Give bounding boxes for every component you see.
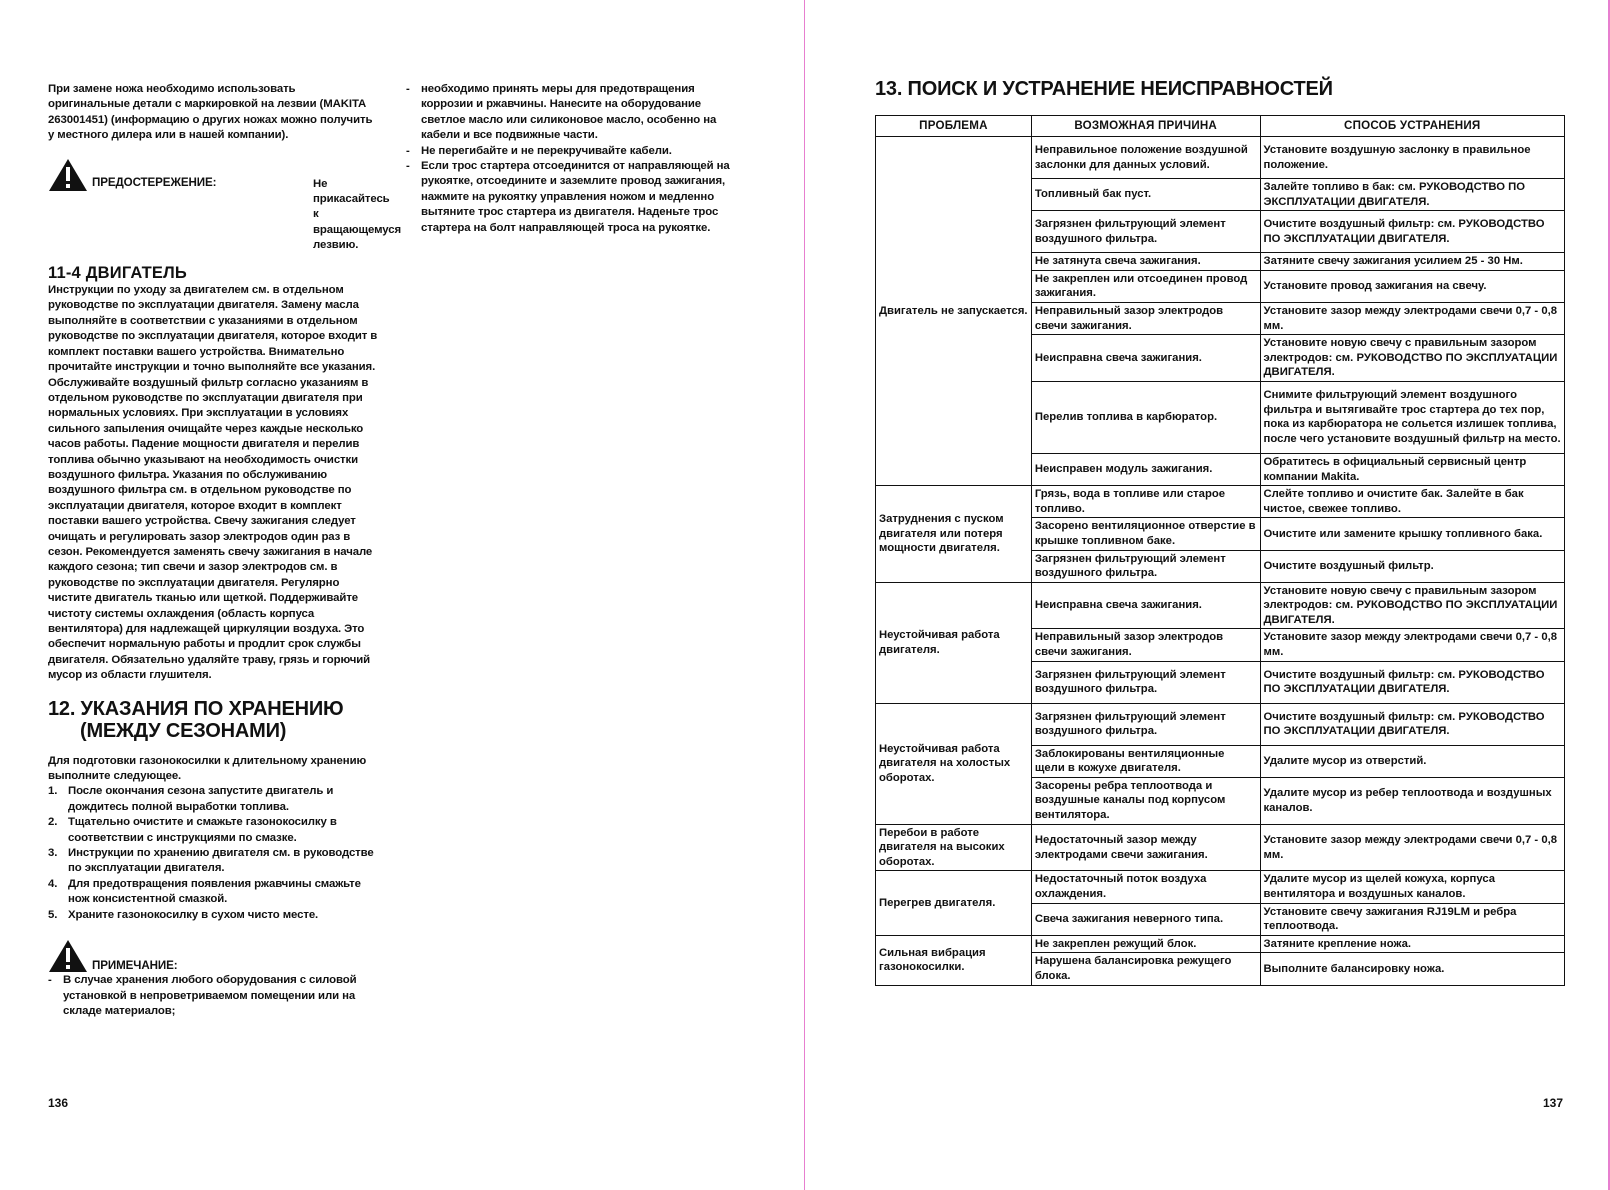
cause-cell: Грязь, вода в топливе или старое топливо. [1031,486,1260,518]
remedy-cell: Удалите мусор из ребер теплоотвода и воздушных каналов. [1260,777,1565,824]
problem-cell: Неустойчивая работа двигателя. [876,582,1032,703]
warning-triangle-icon [48,158,88,192]
remedy-cell: Установите свечу зажигания RJ19LM и ребра теплоотвода. [1260,903,1565,935]
note-item-text: В случае хранения любого оборудования с силовой установкой в непроветриваемом помещении или на складе материалов; [63,974,357,1017]
cause-cell: Неисправна свеча зажигания. [1031,582,1260,629]
troubleshooting-table [875,115,1565,986]
cause-cell: Не закреплен режущий блок. [1031,935,1260,953]
header-cause: ВОЗМОЖНАЯ ПРИЧИНА [1031,116,1260,137]
cause-cell: Недостаточный поток воздуха охлаждения. [1031,871,1260,903]
remedy-cell: Установите зазор между электродами свечи 0,7 - 0,8 мм. [1260,629,1565,661]
note-item-text: Если трос стартера отсоединится от направляющей на рукоятке, отсоедините и заземлите провод зажигания, нажмите на рукоятку управления ножом и медленно вытяните трос стартера из двигателя. Наденьте трос стартера на болт направляющей троса на рукоятке. [421,160,730,234]
table-row [876,703,1565,745]
header-problem: ПРОБЛЕМА [876,116,1032,137]
remedy-cell: Установите зазор между электродами свечи 0,7 - 0,8 мм. [1260,824,1565,871]
remedy-cell: Залейте топливо в бак: см. РУКОВОДСТВО ПО ЭКСПЛУАТАЦИИ ДВИГАТЕЛЯ. [1260,179,1565,211]
engine-heading: 11-4 ДВИГАТЕЛЬ [48,263,187,282]
cause-cell: Перелив топлива в карбюратор. [1031,381,1260,453]
table-row [876,871,1565,903]
problem-cell: Затруднения с пуском двигателя или потеря мощности двигателя. [876,486,1032,583]
cause-cell: Не затянута свеча зажигания. [1031,253,1260,271]
step-number: 4. [48,877,58,890]
note-title: ПРИМЕЧАНИЕ: [92,958,178,972]
remedy-cell: Очистите воздушный фильтр: см. РУКОВОДСТВО ПО ЭКСПЛУАТАЦИИ ДВИГАТЕЛЯ. [1260,703,1565,745]
step-text: Храните газонокосилку в сухом чисто месте. [68,908,319,921]
cause-cell: Свеча зажигания неверного типа. [1031,903,1260,935]
remedy-cell: Установите провод зажигания на свечу. [1260,270,1565,302]
dash-bullet: - [406,144,410,157]
list-item [48,815,378,846]
dash-bullet: - [406,83,410,95]
table-row [876,486,1565,518]
warning-triangle-icon [48,939,88,973]
troubleshooting-title: 13. ПОИСК И УСТРАНЕНИЕ НЕИСПРАВНОСТЕЙ [875,78,1333,100]
step-number: 1. [48,785,58,798]
step-number: 2. [48,816,58,829]
remedy-cell: Затяните крепление ножа. [1260,935,1565,953]
remedy-cell: Установите зазор между электродами свечи 0,7 - 0,8 мм. [1260,302,1565,334]
cause-cell: Топливный бак пуст. [1031,179,1260,211]
cause-cell: Засорены ребра теплоотвода и воздушные каналы под корпусом вентилятора. [1031,777,1260,824]
right-column [406,82,736,236]
problem-cell: Неустойчивая работа двигателя на холостых оборотах. [876,703,1032,824]
storage-notes-continued [406,82,736,236]
remedy-cell: Удалите мусор из отверстий. [1260,745,1565,777]
remedy-cell: Снимите фильтрующий элемент воздушного фильтра и вытягивайте трос стартера до тех пор, пока из карбюратора не сольется излишек топлива, после чего установите воздушный фильтр на место. [1260,381,1565,453]
cause-cell: Не закреплен или отсоединен провод зажигания. [1031,270,1260,302]
list-item [48,877,378,908]
remedy-cell: Установите новую свечу с правильным зазором электродов: см. РУКОВОДСТВО ПО ЭКСПЛУАТАЦИИ ДВИГАТЕЛЯ. [1260,335,1565,382]
header-remedy: СПОСОБ УСТРАНЕНИЯ [1260,116,1565,137]
dash-bullet: - [48,974,52,987]
remedy-cell: Выполните балансировку ножа. [1260,953,1565,985]
note-item-text: Не перегибайте и не перекручивайте кабели. [421,144,672,157]
problem-cell: Перегрев двигателя. [876,871,1032,935]
cause-cell: Неисправен модуль зажигания. [1031,453,1260,485]
step-text: Тщательно очистите и смажьте газонокосилку в соответствии с инструкциями по смазке. [68,816,337,844]
page-number: 136 [48,1096,69,1110]
list-item [48,908,378,923]
step-number: 5. [48,908,58,921]
storage-intro: Для подготовки газонокосилки к длительному хранению выполните следующее. [48,754,367,783]
remedy-cell: Очистите или замените крышку топливного бака. [1260,518,1565,550]
table-header-row [876,116,1565,137]
blade-replacement-text: При замене ножа необходимо использовать оригинальные детали с маркировкой на лезвии (MAKITA 263001451) (информацию о других ножах можно получить у местного дилера или в нашей компании). [48,83,373,142]
remedy-cell: Очистите воздушный фильтр: см. РУКОВОДСТВО ПО ЭКСПЛУАТАЦИИ ДВИГАТЕЛЯ. [1260,211,1565,253]
list-item [48,784,378,815]
problem-cell: Сильная вибрация газонокосилки. [876,935,1032,985]
storage-heading [48,698,378,742]
step-number: 3. [48,847,58,860]
remedy-cell: Обратитесь в официальный сервисный центр компании Makita. [1260,453,1565,485]
engine-text: Инструкции по уходу за двигателем см. в отдельном руководстве по эксплуатации двигателя. Замену масла выполняйте в соответствии с указаниями в отдельном руководстве по эксплуатации двигателя, которое входит в комплект поставки вашего устройства. Внимательно прочитайте инструкции и точно выполняйте все указания. Обслуживайте воздушный фильтр согласно указаниям в отдельном руководстве по эксплуатации двигателя при нормальных условиях. При эксплуатации в условиях сильного запыления очищайте через каждые несколько часов работы. Падение мощности двигателя и перелив топлива обычно указывают на необходимость очистки воздушного фильтра. Указания по обслуживанию воздушного фильтра см. в отдельном руководстве по эксплуатации двигателя, которое входит в комплект поставки вашего устройства. Свечу зажигания следует очищать и регулировать зазор электродов один раз в сезон. Рекомендуется заменять свечу зажигания в начале каждого сезона; тип свечи и зазор электродов см. в руководстве по эксплуатации двигателя. Регулярно чистите двигатель тканью или щеткой. Поддерживайте чистоту системы охлаждения (область корпуса вентилятора) для надлежащей циркуляции воздуха. Это обеспечит нормальную работы и продлит срок службы двигателя. Обязательно удаляйте траву, грязь и горючий мусор из области глушителя. [48,284,378,682]
list-item [406,159,736,236]
note-list [48,973,378,1019]
caution-text: Не прикасайтесь к вращающемуся лезвию. [313,177,402,252]
list-item [406,82,736,144]
table-body [876,137,1565,986]
cause-cell: Загрязнен фильтрующий элемент воздушного фильтра. [1031,703,1260,745]
list-item [48,973,378,1019]
note-item-text: необходимо принять меры для предотвращения коррозии и ржавчины. Нанесите на оборудование светлое масло или силиконовое масло, особенно на кабели и все подвижные части. [421,83,717,142]
table-row [876,137,1565,179]
remedy-cell: Установите новую свечу с правильным зазором электродов: см. РУКОВОДСТВО ПО ЭКСПЛУАТАЦИИ ДВИГАТЕЛЯ. [1260,582,1565,629]
caution-title: ПРЕДОСТЕРЕЖЕНИЕ: [92,176,217,190]
cause-cell: Загрязнен фильтрующий элемент воздушного фильтра. [1031,211,1260,253]
list-item [406,144,736,159]
cause-cell: Неисправна свеча зажигания. [1031,335,1260,382]
cause-cell: Нарушена балансировка режущего блока. [1031,953,1260,985]
dash-bullet: - [406,160,410,173]
right-page [805,0,1610,1190]
remedy-cell: Очистите воздушный фильтр. [1260,550,1565,582]
cause-cell: Неправильное положение воздушной заслонки для данных условий. [1031,137,1260,179]
problem-cell: Перебои в работе двигателя на высоких оборотах. [876,824,1032,871]
remedy-cell: Слейте топливо и очистите бак. Залейте в бак чистое, свежее топливо. [1260,486,1565,518]
table-row [876,824,1565,871]
cause-cell: Засорено вентиляционное отверстие в крышке топливном баке. [1031,518,1260,550]
cause-cell: Загрязнен фильтрующий элемент воздушного фильтра. [1031,661,1260,703]
cause-cell: Загрязнен фильтрующий элемент воздушного фильтра. [1031,550,1260,582]
remedy-cell: Очистите воздушный фильтр: см. РУКОВОДСТВО ПО ЭКСПЛУАТАЦИИ ДВИГАТЕЛЯ. [1260,661,1565,703]
remedy-cell: Установите воздушную заслонку в правильное положение. [1260,137,1565,179]
table-row [876,935,1565,953]
step-text: После окончания сезона запустите двигатель и дождитесь полной выработки топлива. [68,785,334,813]
step-text: Инструкции по хранению двигателя см. в руководстве по эксплуатации двигателя. [68,847,374,875]
cause-cell: Неправильный зазор электродов свечи зажигания. [1031,302,1260,334]
left-column [48,82,402,1019]
note-block [48,939,378,973]
remedy-cell: Удалите мусор из щелей кожуха, корпуса вентилятора и воздушных каналов. [1260,871,1565,903]
remedy-cell: Затяните свечу зажигания усилием 25 - 30 Нм. [1260,253,1565,271]
cause-cell: Неправильный зазор электродов свечи зажигания. [1031,629,1260,661]
cause-cell: Заблокированы вентиляционные щели в кожухе двигателя. [1031,745,1260,777]
table-row [876,582,1565,629]
storage-heading-line2: (МЕЖДУ СЕЗОНАМИ) [80,719,287,742]
page-number: 137 [1542,1096,1563,1110]
step-text: Для предотвращения появления ржавчины смажьте нож консистентной смазкой. [68,877,361,906]
storage-heading-line1: 12. УКАЗАНИЯ ПО ХРАНЕНИЮ [48,697,344,720]
problem-cell: Двигатель не запускается. [876,137,1032,486]
list-item [48,846,378,877]
storage-steps [48,784,378,923]
cause-cell: Недостаточный зазор между электродами свечи зажигания. [1031,824,1260,871]
